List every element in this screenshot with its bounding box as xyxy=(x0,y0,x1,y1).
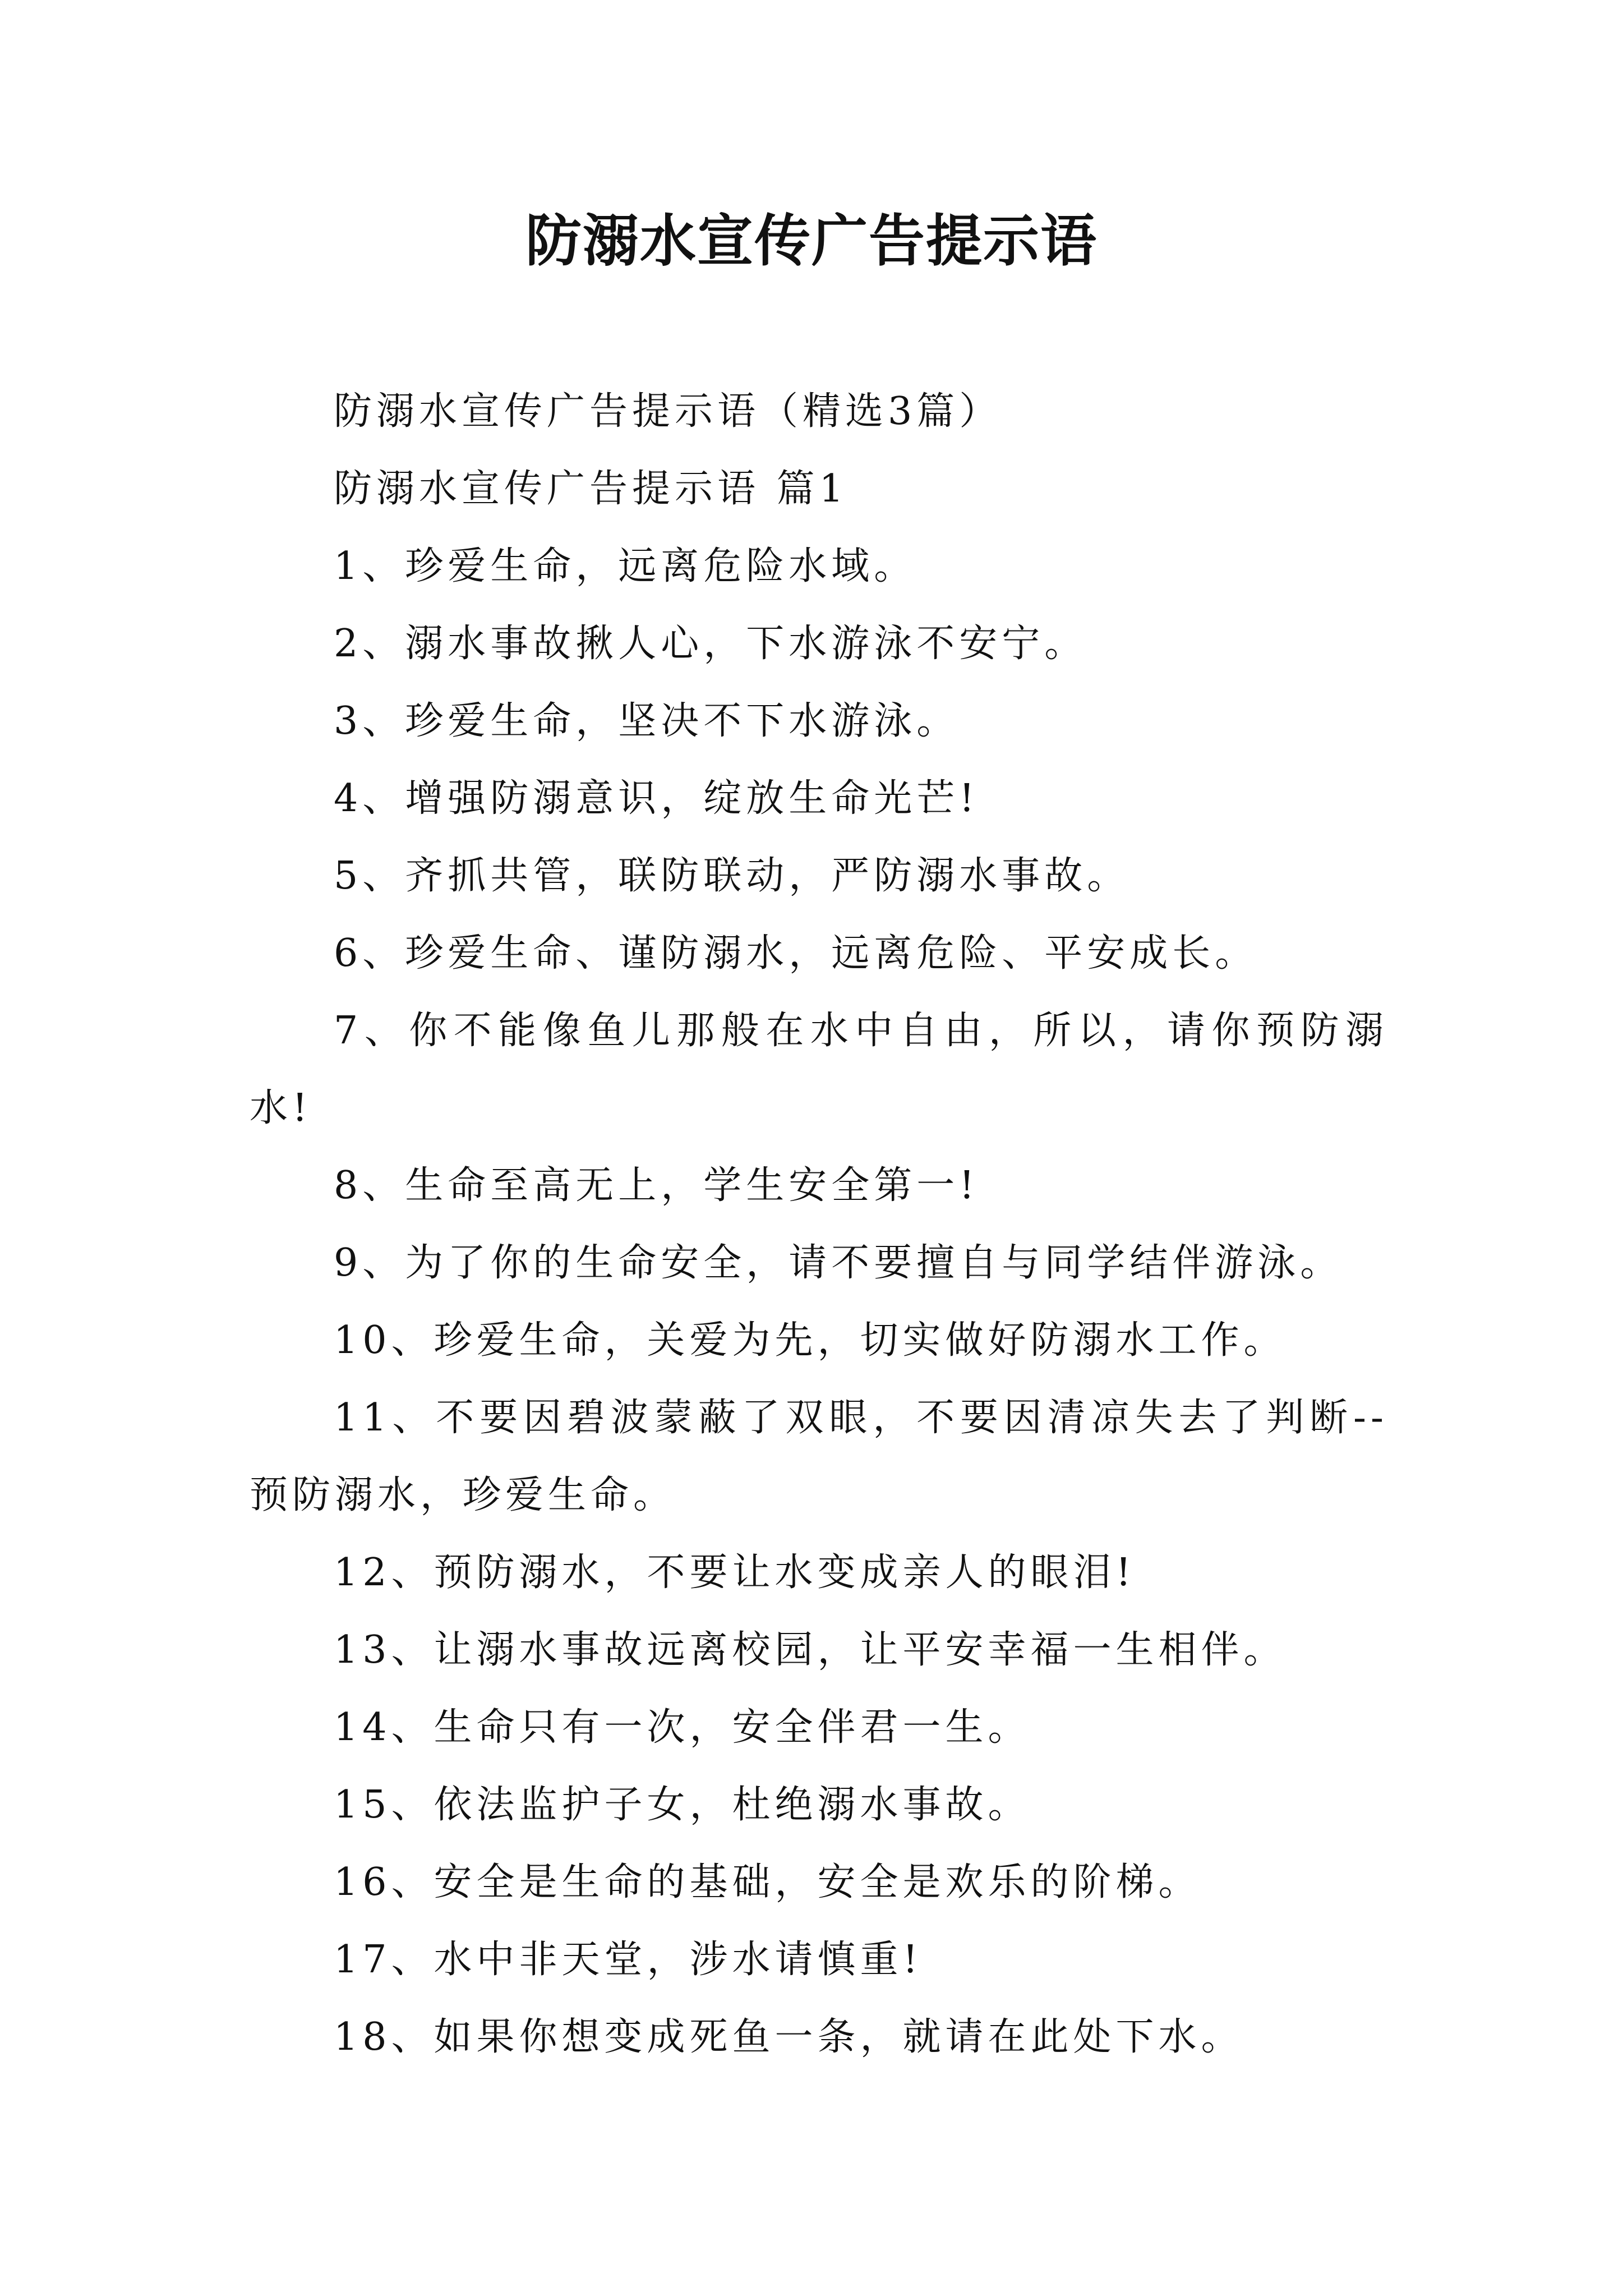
slogan-item: 1、珍爱生命，远离危险水域。 xyxy=(334,544,917,588)
slogan-item: 16、安全是生命的基础，安全是欢乐的阶梯。 xyxy=(334,1860,1201,1904)
slogan-item: 11、不要因碧波蒙蔽了双眼，不要因清凉失去了判断--预防溺水，珍爱生命。 xyxy=(250,1396,1388,1517)
subtitle-paragraph: 防溺水宣传广告提示语（精选3篇） xyxy=(334,389,1002,434)
slogan-item: 12、预防溺水，不要让水变成亲人的眼泪! xyxy=(334,1550,1136,1595)
slogan-item: 7、你不能像鱼儿那般在水中自由，所以，请你预防溺水! xyxy=(250,1009,1388,1130)
slogan-item: 14、生命只有一次，安全伴君一生。 xyxy=(334,1705,1031,1750)
slogan-item: 8、生命至高无上，学生安全第一! xyxy=(334,1163,979,1208)
slogan-item: 9、为了你的生命安全，请不要擅自与同学结伴游泳。 xyxy=(334,1241,1343,1285)
slogan-item: 5、齐抓共管，联防联动，严防溺水事故。 xyxy=(334,854,1130,898)
slogan-item: 15、依法监护子女，杜绝溺水事故。 xyxy=(334,1783,1031,1827)
slogan-item: 4、增强防溺意识，绽放生命光芒! xyxy=(334,776,979,821)
slogan-item: 3、珍爱生命，坚决不下水游泳。 xyxy=(334,699,960,743)
slogan-item: 2、溺水事故揪人心，下水游泳不安宁。 xyxy=(334,622,1087,666)
slogan-item: 17、水中非天堂，涉水请慎重! xyxy=(334,1938,923,1982)
slogan-item: 6、珍爱生命、谨防溺水，远离危险、平安成长。 xyxy=(334,931,1258,976)
section-heading: 防溺水宣传广告提示语 篇1 xyxy=(334,467,848,511)
slogan-item: 18、如果你想变成死鱼一条，就请在此处下水。 xyxy=(334,2015,1244,2059)
document-body xyxy=(250,373,1388,2076)
slogan-item: 13、让溺水事故远离校园，让平安幸福一生相伴。 xyxy=(334,1628,1287,1672)
document-title: 防溺水宣传广告提示语 xyxy=(525,208,1098,274)
slogan-item: 10、珍爱生命，关爱为先，切实做好防溺水工作。 xyxy=(334,1318,1287,1363)
